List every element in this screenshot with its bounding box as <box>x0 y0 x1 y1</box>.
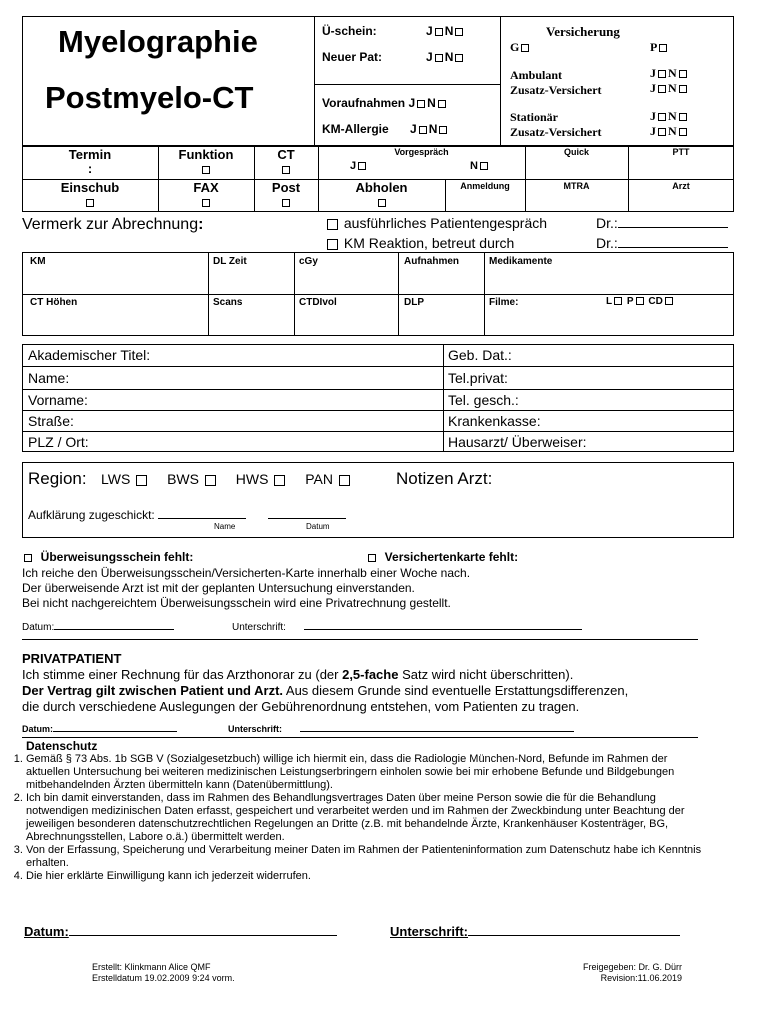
notizen-arzt-label: Notizen Arzt: <box>396 469 493 488</box>
zusatz1-jn[interactable]: J N <box>650 81 689 96</box>
footer-erstelldatum: Erstelldatum 19.02.2009 9:24 vorm. <box>92 973 235 983</box>
quick-label: Quick <box>563 147 589 157</box>
pan-option[interactable]: PAN <box>305 471 352 487</box>
vorname-field[interactable]: Vorname: <box>28 392 88 408</box>
voraufnahmen-field[interactable]: Voraufnahmen J N <box>322 96 448 110</box>
aufklaerung-name-label: Name <box>214 522 236 531</box>
akademischer-titel-field[interactable]: Akademischer Titel: <box>28 347 151 363</box>
ueberweisung-unterschrift-field[interactable]: Unterschrift: <box>232 622 582 633</box>
aufklaerung-datum-label: Datum <box>306 522 330 531</box>
datenschutz-item-3: 3. Von der Erfassung, Speicherung und Verarbeitung meiner Daten im Rahmen der Patienteninformation zum Datenschutz habe ich Kenntnis erhalten. <box>26 844 704 870</box>
vorgespraech-n[interactable]: N <box>470 160 490 172</box>
dr-field-1[interactable]: Dr.: <box>596 215 728 231</box>
krankenkasse-field[interactable]: Krankenkasse: <box>448 413 541 429</box>
privatpatient-title: PRIVATPATIENT <box>22 651 122 666</box>
privat-text-2: Der Vertrag gilt zwischen Patient und Arzt. Aus diesem Grunde sind eventuelle Erstattungsdifferenzen, <box>22 683 629 698</box>
medikamente-cell[interactable]: Medikamente <box>489 256 553 267</box>
title-myelographie: Myelographie <box>58 24 258 59</box>
km-allergie-field[interactable]: KM-Allergie J N <box>322 122 449 136</box>
abrechnung-label: Vermerk zur Abrechnung: <box>22 216 204 233</box>
neuer-pat-field[interactable]: Neuer Pat: J N <box>322 50 382 64</box>
scans-cell[interactable]: Scans <box>213 297 243 308</box>
ausfuehrliches-gespraech-option[interactable]: ausführliches Patientengespräch <box>325 215 547 231</box>
mtra-label: MTRA <box>563 181 590 191</box>
ambulant-jn[interactable]: J N <box>650 66 689 81</box>
ct-hoehen-cell[interactable]: CT Höhen <box>30 297 78 308</box>
ptt-label: PTT <box>672 147 690 157</box>
cgy-cell[interactable]: cGy <box>299 256 318 267</box>
stationaer-jn[interactable]: J N <box>650 109 689 124</box>
datenschutz-datum-field[interactable]: Datum: <box>24 924 337 939</box>
km-reaktion-option[interactable]: KM Reaktion, betreut durch <box>325 235 514 251</box>
ambulant-label: Ambulant <box>510 68 563 82</box>
zusatz2-jn[interactable]: J N <box>650 124 689 139</box>
geb-dat-field[interactable]: Geb. Dat.: <box>448 347 512 363</box>
footer-revision: Revision:11.06.2019 <box>600 973 682 983</box>
datenschutz-item-2: 2. Ich bin damit einverstanden, dass im Rahmen des Behandlungsvertrages Daten über meine Person sowie die für die Behandlung notwendigen medizinischen Daten erfasst, gespeichert und verarbeitet werden und im Rahmen der Zweckbindung unter Beachtung der jeweiligen besonderen datenschutzrechtlichen Regelungen an Dritte (z.B. mit behandelnde Ärzte, Krankenhäuser Kostenträger, BG, Abrechnungsstellen, Labore o.ä.) übermittelt werden. <box>26 792 704 844</box>
strasse-field[interactable]: Straße: <box>28 413 74 429</box>
title-postmyelo-ct: Postmyelo-CT <box>45 80 254 115</box>
abholen-cell[interactable]: Abholen <box>318 181 445 209</box>
privat-datum-field[interactable]: Datum: <box>22 724 177 734</box>
dlp-cell[interactable]: DLP <box>404 297 424 308</box>
aufnahmen-cell[interactable]: Aufnahmen <box>404 256 459 267</box>
fax-cell[interactable]: FAX <box>158 181 254 209</box>
g-checkbox[interactable]: G <box>510 40 531 55</box>
tel-gesch-field[interactable]: Tel. gesch.: <box>448 392 519 408</box>
datenschutz-item-1: 1. Gemäß § 73 Abs. 1b SGB V (Sozialgesetzbuch) willige ich hiermit ein, dass die Radiologie München-Nord, Befunde im Rahmen der aktuellen Untersuchung bei weiteren medizinischen Leistungserbringern einholen sowie bei mir erhobene Befunde und Bildgebungen mitbehandelnden Ärzten übermitteln kann (Datenübermittlung). <box>26 753 704 792</box>
tel-privat-field[interactable]: Tel.privat: <box>448 370 508 386</box>
anmeldung-label: Anmeldung <box>460 181 510 191</box>
ueberweisung-text-3: Bei nicht nachgereichtem Überweisungsschein wird eine Privatrechnung gestellt. <box>22 596 451 610</box>
ct-cell[interactable]: CT <box>254 148 318 176</box>
post-cell[interactable]: Post <box>254 181 318 209</box>
lws-option[interactable]: LWS <box>101 471 149 487</box>
region-options[interactable] <box>101 471 352 487</box>
datenschutz-title: Datenschutz <box>26 739 98 753</box>
ueberweisung-datum-field[interactable]: Datum: <box>22 622 174 633</box>
ueschein-field[interactable]: Ü-schein: J N <box>322 24 377 38</box>
datenschutz-item-4: 4. Die hier erklärte Einwilligung kann ich jederzeit widerrufen. <box>26 870 704 883</box>
footer-freigegeben: Freigegeben: Dr. G. Dürr <box>582 962 682 972</box>
ueberweisung-text-2: Der überweisende Arzt ist mit der geplanten Untersuchung einverstanden. <box>22 581 415 595</box>
datenschutz-unterschrift-field[interactable]: Unterschrift: <box>390 924 680 939</box>
privat-text-3: die durch verschiedene Auslegungen der Gebührenordnung entstehen, vom Patienten zu tragen. <box>22 699 580 714</box>
stationaer-label: Stationär <box>510 110 558 124</box>
datenschutz-list <box>4 753 704 883</box>
funktion-cell[interactable]: Funktion <box>158 148 254 176</box>
vorgespraech-j[interactable]: J <box>350 160 368 172</box>
zusatz-versichert-1-label: Zusatz-Versichert <box>510 83 602 97</box>
arzt-label: Arzt <box>672 181 690 191</box>
plz-ort-field[interactable]: PLZ / Ort: <box>28 434 89 450</box>
filme-cell[interactable]: Filme: <box>489 297 519 308</box>
einschub-cell[interactable]: Einschub <box>22 181 158 209</box>
bws-option[interactable]: BWS <box>167 471 218 487</box>
hws-option[interactable]: HWS <box>236 471 288 487</box>
km-cell[interactable]: KM <box>30 256 46 267</box>
hausarzt-field[interactable]: Hausarzt/ Überweiser: <box>448 434 587 450</box>
ctdivol-cell[interactable]: CTDIvol <box>299 297 337 308</box>
divider-1 <box>22 639 698 640</box>
privat-unterschrift-field[interactable]: Unterschrift: <box>228 724 574 734</box>
ueberweisungsschein-fehlt-option[interactable]: Überweisungsschein fehlt: <box>22 550 193 564</box>
aufklaerung-field[interactable]: Aufklärung zugeschickt: <box>28 508 346 522</box>
p-checkbox[interactable]: P <box>650 40 669 55</box>
dr-field-2[interactable]: Dr.: <box>596 235 728 251</box>
privat-text-1: Ich stimme einer Rechnung für das Arzthonorar zu (der 2,5-fache Satz wird nicht überschritten). <box>22 667 574 682</box>
dl-zeit-cell[interactable]: DL Zeit <box>213 256 247 267</box>
region-label: Region: <box>28 469 87 488</box>
zusatz-versichert-2-label: Zusatz-Versichert <box>510 125 602 139</box>
footer-erstellt: Erstellt: Klinkmann Alice QMF <box>92 962 211 972</box>
divider-2 <box>22 737 698 738</box>
name-field[interactable]: Name: <box>28 370 70 386</box>
versichertenkarte-fehlt-option[interactable]: Versichertenkarte fehlt: <box>366 550 518 564</box>
ueberweisung-text-1: Ich reiche den Überweisungsschein/Versicherten-Karte innerhalb einer Woche nach. <box>22 566 471 580</box>
vorgespraech-label: Vorgespräch <box>394 147 449 157</box>
versicherung-title: Versicherung <box>546 24 620 39</box>
filme-options[interactable]: L P CD <box>606 296 675 307</box>
termin-cell[interactable]: Termin : <box>68 147 112 176</box>
